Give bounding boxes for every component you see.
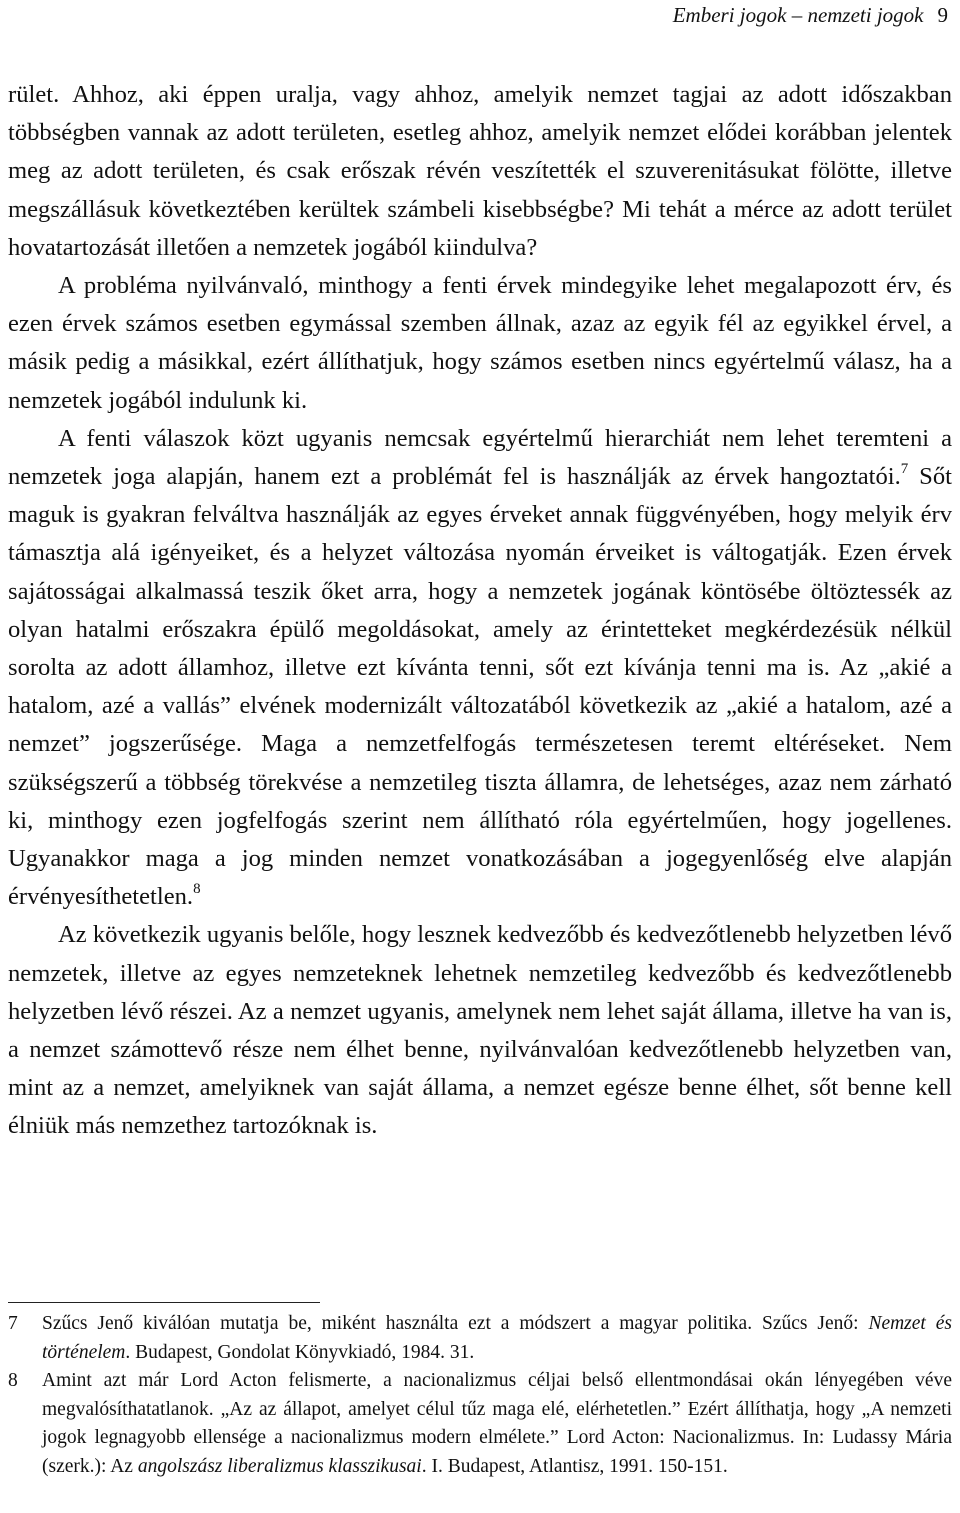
footnote [8, 1367, 952, 1481]
footnote-text: Amint azt már Lord Acton felismerte, a nacionalizmus céljai belső ellentmondásai okán lényegében véve megvalósíthatatlanok. „Az az állapot, amelyet célul tűz maga elé, elérhetetlen.” Ezért állíthatja, hogy „A nemzeti jogok legnagyobb ellensége a nacionalizmus modern elmélete.” Lord Acton: Nacionalizmus. In: Ludassy Mária (szerk.): Az [42, 1370, 952, 1477]
footnote-number: 8 [8, 1370, 18, 1391]
footnote-title: angolszász liberalizmus klasszikusai [137, 1455, 422, 1477]
paragraph [8, 267, 952, 420]
footnote-title: Nemzet és történelem [42, 1313, 952, 1363]
footnote-ref[interactable]: 8 [193, 881, 201, 898]
paragraph-text: rület. Ahhoz, aki éppen uralja, vagy ahhoz, amelyik nemzet tagjai az adott időszakban többségben vannak az adott területen, esetleg ahhoz, amelyik nemzet elődei korábban jelentek meg az adott területen, és csak erőszak révén veszítették el szuverenitásukat fölötte, illetve megszállásuk következtében kerültek számbeli kisebbségbe? Mi tehát a mérce az adott terület hovatartozását illetően a nemzetek jogából kiindulva? [8, 81, 952, 261]
footnote-ref[interactable]: 7 [900, 461, 909, 478]
paragraph [8, 420, 952, 917]
footnotes [8, 1310, 952, 1481]
page-number: 9 [937, 3, 948, 27]
paragraph [8, 76, 952, 267]
paragraph [8, 916, 952, 1145]
paragraph-text: A probléma nyilvánvaló, minthogy a fenti érvek mindegyike lehet megalapozott érv, és ezen érvek számos esetben egymással szemben állnak, azaz az egyik fél az egyikkel érvel, a másik pedig a másikkal, ezért állíthatjuk, hogy számos esetben nincs egyértelmű válasz, ha a nemzetek jogából indulunk ki. [8, 272, 952, 414]
body-text [8, 76, 952, 1146]
paragraph-text: Az következik ugyanis belőle, hogy lesznek kedvezőbb és kedvezőtlenebb helyzetben lévő nemzetek, illetve az egyes nemzeteknek lehetnek nemzetileg kedvezőbb és kedvezőtlenebb helyzetben lévő részei. Az a nemzet ugyanis, amelynek nem lehet saját állama, illetve ha van is, a nemzet számottevő része nem élhet benne, nyilvánvalóan kedvezőtlenebb helyzetben van, mint az a nemzet, amelyiknek van saját állama, a nemzet egésze benne élhet, sőt benne kell élniük más nemzethez tartozóknak is. [8, 921, 952, 1140]
paragraph-text: Sőt maguk is gyakran felváltva használják az egyes érveket annak függvényében, hogy melyik érv támasztja alá igényeiket, és a helyzet változása nyomán érveiket is váltogatják. Ezen érvek sajátosságai alkalmassá teszik őket arra, hogy a nemzetek jogának köntösébe öltöztessék az olyan hatalmi erőszakra épülő megoldásokat, amely az érintetteket megkérdezésük nélkül sorolta az adott államhoz, illetve ezt kívánta tenni, sőt ezt kívánja tenni ma is. Az „akié a hatalom, azé a vallás” elvének modernizált változatából következik az „akié a hatalom, azé a nemzet” jogszerűsége. Maga a nemzetfelfogás természetesen teremt eltéréseket. Nem szükségszerű a többség törekvése a nemzetileg tiszta államra, de lehetséges, azaz nem zárható ki, minthogy ezen jogfelfogás szerint nem állítható róla egyértelműen, hogy jogellenes. Ugyanakkor maga a jog minden nemzet vonatkozásában a jogegyenlőség elve alapján érvényesíthetetlen. [8, 463, 952, 911]
running-header [673, 0, 948, 30]
footnote-number: 7 [8, 1313, 18, 1334]
footnote-text: . Budapest, Gondolat Könyvkiadó, 1984. 31. [125, 1341, 475, 1363]
running-title: Emberi jogok – nemzeti jogok [672, 3, 924, 27]
footnote-divider [8, 1302, 320, 1303]
footnote-text: . I. Budapest, Atlantisz, 1991. 150-151. [421, 1455, 728, 1477]
footnote [8, 1310, 952, 1367]
paragraph-text: A fenti válaszok közt ugyanis nemcsak egyértelmű hierarchiát nem lehet teremteni a nemzetek joga alapján, hanem ezt a problémát fel is használják az érvek hangoztatói. [8, 424, 952, 491]
footnote-text: Szűcs Jenő kiválóan mutatja be, miként használta ezt a módszert a magyar politika. Szűcs Jenő: [42, 1313, 869, 1334]
